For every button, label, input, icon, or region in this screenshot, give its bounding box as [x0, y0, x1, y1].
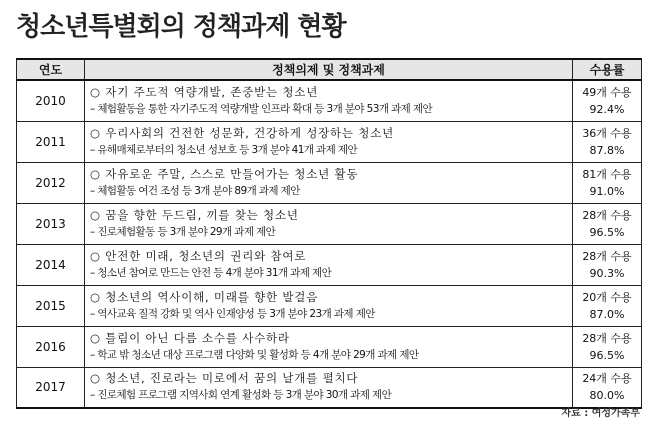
- task-cell: [85, 203, 573, 244]
- year-cell: 2011: [17, 121, 85, 162]
- task-cell: [85, 326, 573, 367]
- table-row: [17, 285, 642, 326]
- year-cell: 2017: [17, 367, 85, 408]
- accepted-count: 81개 수용: [582, 167, 632, 181]
- detail-text: – 진로체험 프로그램 지역사회 연계 활성화 등 3개 분야 30개 과제 제안: [90, 389, 392, 402]
- header-rate: 수용률: [573, 59, 642, 80]
- year-cell: 2010: [17, 80, 85, 121]
- detail-text: – 체험활동을 통한 자기주도적 역량개발 인프라 확대 등 3개 분야 53개 과제 제안: [90, 102, 433, 115]
- rate-cell: [573, 367, 642, 408]
- year-cell: 2015: [17, 285, 85, 326]
- rate-cell: [573, 285, 642, 326]
- table-row: [17, 121, 642, 162]
- rate-cell: [573, 121, 642, 162]
- year-cell: 2012: [17, 162, 85, 203]
- acceptance-percent: 87.8%: [589, 143, 625, 157]
- agenda-text: ○ 꿈을 향한 두드림, 끼를 찾는 청소년: [90, 207, 299, 222]
- detail-text: – 학교 밖 청소년 대상 프로그램 다양화 및 활성화 등 4개 분야 29개 과제 제안: [90, 348, 419, 361]
- accepted-count: 20개 수용: [582, 290, 632, 304]
- acceptance-percent: 96.5%: [589, 225, 625, 239]
- table-row: [17, 326, 642, 367]
- acceptance-percent: 91.0%: [589, 184, 625, 198]
- rate-cell: [573, 203, 642, 244]
- header-task: 정책의제 및 정책과제: [85, 59, 573, 80]
- agenda-text: ○ 우리사회의 건전한 성문화, 건강하게 성장하는 청소년: [90, 125, 395, 140]
- task-cell: [85, 367, 573, 408]
- accepted-count: 28개 수용: [582, 249, 632, 263]
- accepted-count: 24개 수용: [582, 372, 632, 386]
- acceptance-percent: 80.0%: [589, 389, 625, 403]
- detail-text: – 체험활동 여건 조성 등 3개 분야 89개 과제 제안: [90, 184, 300, 197]
- agenda-text: ○ 청소년의 역사이해, 미래를 향한 발걸음: [90, 289, 319, 304]
- table-header-row: [17, 59, 642, 80]
- agenda-text: ○ 청소년, 진로라는 미로에서 꿈의 날개를 펼치다: [90, 371, 359, 386]
- detail-text: – 역사교육 질적 강화 및 역사 인재양성 등 3개 분야 23개 과제 제안: [90, 307, 375, 320]
- agenda-text: ○ 틀림이 아닌 다름 소수를 사수하라: [90, 330, 290, 345]
- detail-text: – 진로체험활동 등 3개 분야 29개 과제 제안: [90, 225, 276, 238]
- page-title: 청소년특별회의 정책과제 현황: [16, 12, 346, 42]
- accepted-count: 28개 수용: [582, 331, 632, 345]
- header-year: 연도: [17, 59, 85, 80]
- detail-text: – 청소년 참여로 만드는 안전 등 4개 분야 31개 과제 제안: [90, 266, 332, 279]
- acceptance-percent: 92.4%: [589, 102, 625, 116]
- table-row: [17, 80, 642, 121]
- year-cell: 2016: [17, 326, 85, 367]
- year-cell: 2013: [17, 203, 85, 244]
- year-cell: 2014: [17, 244, 85, 285]
- accepted-count: 36개 수용: [582, 126, 632, 140]
- agenda-text: ○ 안전한 미래, 청소년의 권리와 참여로: [90, 248, 307, 263]
- agenda-text: ○ 자유로운 주말, 스스로 만들어가는 청소년 활동: [90, 166, 359, 181]
- rate-cell: [573, 80, 642, 121]
- table-row: [17, 162, 642, 203]
- table-row: [17, 367, 642, 408]
- accepted-count: 49개 수용: [582, 85, 632, 99]
- task-cell: [85, 244, 573, 285]
- rate-cell: [573, 162, 642, 203]
- acceptance-percent: 87.0%: [589, 307, 625, 321]
- acceptance-percent: 96.5%: [589, 348, 625, 362]
- acceptance-percent: 90.3%: [589, 266, 625, 280]
- detail-text: – 유해매체로부터의 청소년 성보호 등 3개 분야 41개 과제 제안: [90, 143, 358, 156]
- task-cell: [85, 121, 573, 162]
- source-note: 자료 : 여성가족부: [561, 408, 640, 419]
- policy-task-table: [16, 58, 642, 409]
- table-row: [17, 203, 642, 244]
- rate-cell: [573, 326, 642, 367]
- task-cell: [85, 285, 573, 326]
- rate-cell: [573, 244, 642, 285]
- accepted-count: 28개 수용: [582, 208, 632, 222]
- agenda-text: ○ 자기 주도적 역량개발, 존중받는 청소년: [90, 84, 319, 99]
- task-cell: [85, 80, 573, 121]
- table-row: [17, 244, 642, 285]
- task-cell: [85, 162, 573, 203]
